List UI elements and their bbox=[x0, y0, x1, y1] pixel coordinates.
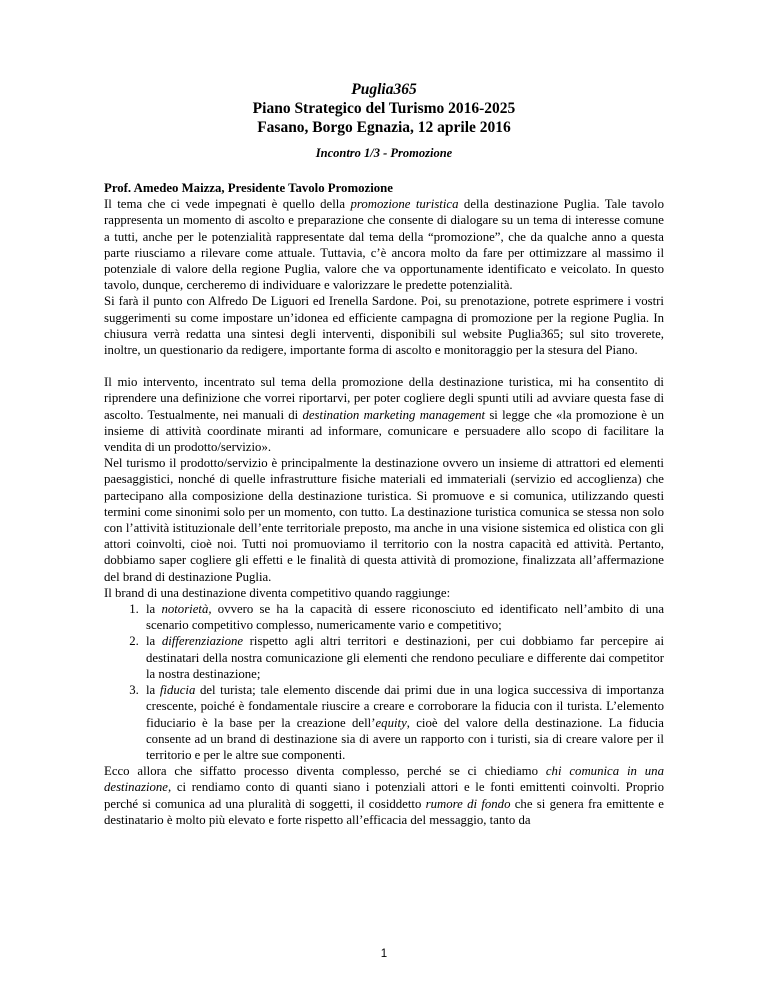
document-body bbox=[104, 180, 664, 828]
emphasis-text: rumore di fondo bbox=[425, 796, 511, 811]
text-run: la bbox=[146, 683, 160, 698]
paragraph-6 bbox=[104, 763, 664, 828]
paragraph-1 bbox=[104, 196, 664, 293]
emphasis-text: destination marketing management bbox=[302, 407, 486, 422]
text-run: rispetto agli altri territori e destinazioni, per cui dobbiamo far percepire ai destinatari della nostra comunicazione gli elementi che rendono peculiare e differente dai competitor la nostra destinazione; bbox=[146, 634, 665, 681]
text-run: la bbox=[146, 602, 162, 617]
paragraph-3 bbox=[104, 374, 664, 455]
text-run: che si genera fra emittente e destinatario è molto più elevato e forte rispetto all’efficacia del messaggio, tanto da bbox=[104, 796, 664, 827]
emphasis-text: notorietà, bbox=[161, 602, 212, 617]
text-run: Ecco allora che siffatto processo diventa complesso, perché se ci chiediamo bbox=[104, 764, 546, 779]
paragraph-2: Si farà il punto con Alfredo De Liguori ed Irenella Sardone. Poi, su prenotazione, potrete esprimere i vostri suggerimenti su come impostare un’idonea ed efficiente campagna di promozione per la regione Puglia. In chiusura verrà redatta una sintesi degli interventi, disponibili sul website Puglia365; sul sito troverete, inoltre, un questionario da redigere, importante forma di ascolto e monitoraggio per la stesura del Piano. bbox=[104, 294, 664, 358]
paragraph-5: Il brand di una destinazione diventa competitivo quando raggiunge: bbox=[104, 585, 451, 600]
text-run: della destinazione Puglia. Tale tavolo rappresenta un momento di ascolto e preparazione che consente di dialogare su un tema di interesse comune a tutti, anche per le potenzialità rappresentate dal tema della “promozione”, che da qualche anno a questa parte riusciamo a rilevare come attuale. Tuttavia, c’è ancora molto da fare per ottimizzare al massimo il potenziale di valore della regione Puglia, valore che va opportunamente identificato e veicolato. In questo tavolo, dunque, cercheremo di individuare e valorizzare le predette potenzialità. bbox=[104, 197, 664, 293]
list-item bbox=[142, 682, 664, 763]
emphasis-text: equity bbox=[375, 715, 407, 730]
text-run: la bbox=[146, 634, 162, 649]
document-header bbox=[0, 80, 768, 137]
text-run: si legge che «la promozione è un insieme di attività coordinate miranti ad informare, comunicare e persuadere allo scopo di facilitare la vendita di un prodotto/servizio». bbox=[104, 407, 664, 455]
list-item bbox=[142, 633, 664, 682]
text-run: Il tema che ci vede impegnati è quello della bbox=[104, 197, 351, 212]
brand-criteria-list bbox=[104, 601, 664, 763]
text-run: , ci rendiamo conto di quanti siano i potenziali attori e le fonti emittenti coinvolti. Proprio perché si comunica ad una pluralità di soggetti, il cosiddetto bbox=[104, 780, 664, 811]
text-run: Il mio intervento, incentrato sul tema della promozione della destinazione turistica, mi ha consentito di riprendere una definizione che vorrei riportarvi, per poter cogliere degli spunti utili ad avviare questa fase di ascolto. Testualmente, nei manuali di bbox=[104, 375, 664, 422]
document-title: Puglia365 bbox=[351, 81, 417, 98]
list-item bbox=[142, 601, 664, 633]
speaker-heading: Prof. Amedeo Maizza, Presidente Tavolo Promozione bbox=[104, 181, 393, 195]
page-number: 1 bbox=[380, 948, 388, 960]
emphasis-text: chi comunica in una destinazione bbox=[104, 764, 664, 795]
emphasis-text: promozione turistica bbox=[350, 197, 459, 212]
text-run: del turista; tale elemento discende dai primi due in una logica successiva di importanza crescente, poiché è fondamentale riuscire a creare e corroborare la fiducia con il turista. L’elemento fiduciario è la base per la creazione dell’ bbox=[146, 683, 664, 730]
meeting-label: Incontro 1/3 - Promozione bbox=[315, 146, 453, 160]
paragraph-gap bbox=[104, 358, 664, 374]
document-subtitle: Piano Strategico del Turismo 2016-2025 bbox=[252, 100, 516, 117]
paragraph-4: Nel turismo il prodotto/servizio è principalmente la destinazione ovvero un insieme di attrattori ed elementi paesaggistici, nonché di quelle infrastrutture fisiche materiali ed immateriali (servizio ed accoglienza) che partecipano alla composizione della destinazione turistica. Si promuove e si comunica, utilizzando questi termini come sinonimi solo per un momento, con tutto. La destinazione turistica comunica se stessa non solo con l’attività istituzionale dell’ente territoriale preposto, ma anche in una visione sistemica ed olistica con gli attori coinvolti, cioè noi. Tutti noi promuoviamo il territorio con la nostra capacità ed attività. Pertanto, dobbiamo saper cogliere gli effetti e le finalità di questa attività di promozione, finalizzata all’affermazione del brand di destinazione Puglia. bbox=[104, 456, 664, 584]
text-run: ovvero se ha la capacità di essere riconosciuto ed identificato nell’ambito di una scenario competitivo complesso, numericamente vario e competitivo; bbox=[146, 602, 664, 633]
emphasis-text: differenziazione bbox=[161, 634, 244, 649]
emphasis-text: fiducia bbox=[159, 683, 196, 698]
place-date: Fasano, Borgo Egnazia, 12 aprile 2016 bbox=[257, 119, 511, 136]
text-run: , cioè del valore della destinazione. La fiducia consente ad un brand di destinazione sia di avere un rapporto con i turisti, sia di creare valore per il territorio e per le altre sue componenti. bbox=[146, 715, 664, 762]
